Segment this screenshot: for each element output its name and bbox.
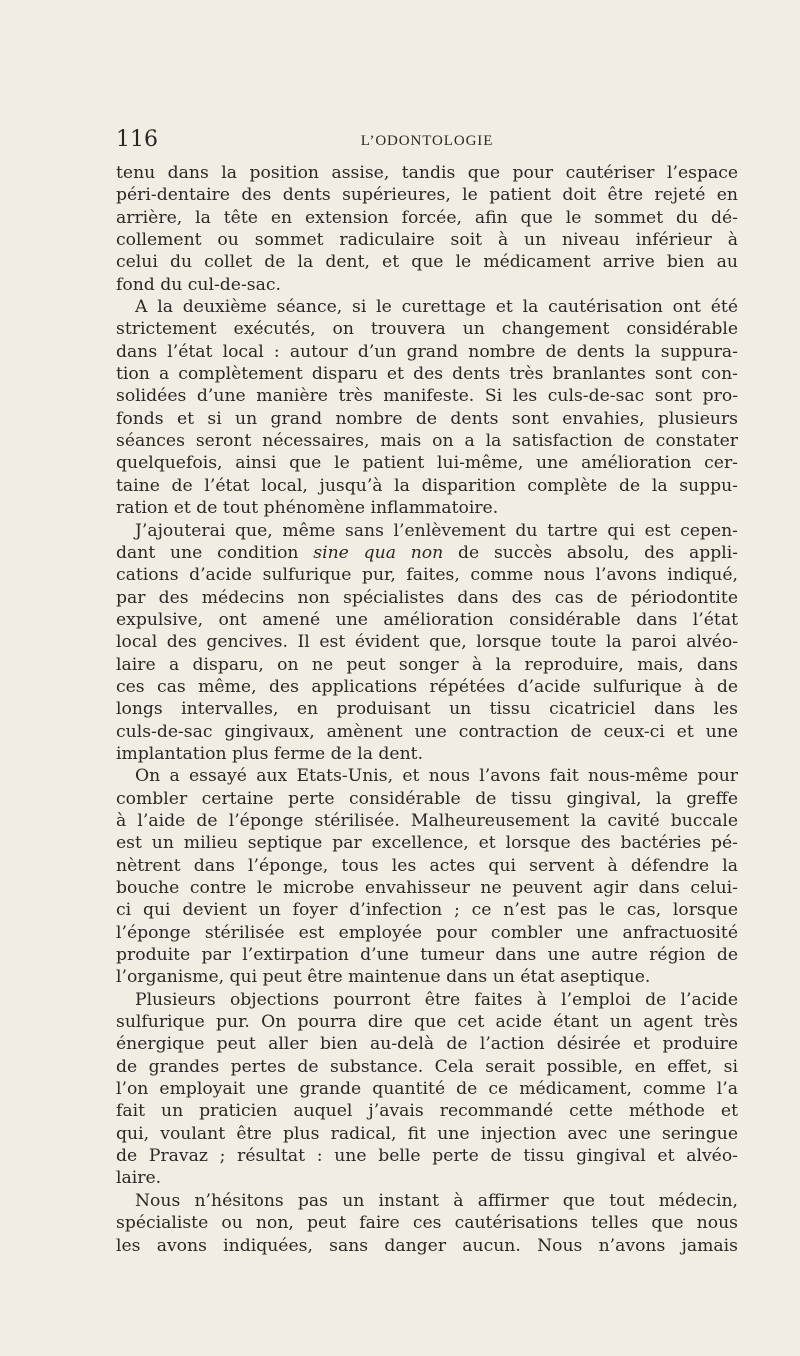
running-title: L’ODONTOLOGIE	[360, 133, 494, 149]
text-line	[116, 542, 738, 564]
text-line: l’organisme, qui peut être maintenue dans un état aseptique.	[116, 967, 651, 988]
text-line: celui du collet de la dent, et que le médicament arrive bien au	[116, 252, 738, 273]
text-line: Nous n’hésitons pas un instant à affirmer que tout médecin,	[135, 1190, 738, 1211]
text-line: culs-de-sac gingivaux, amènent une contraction de ceux-ci et une	[116, 721, 738, 742]
text-line: par des médecins non spécialistes dans des cas de périodontite	[116, 587, 738, 608]
text-line: bouche contre le microbe envahisseur ne peuvent agir dans celui-	[116, 878, 738, 898]
text-line: local des gencives. Il est évident que, lorsque toute la paroi alvéo-	[116, 632, 738, 653]
text-line: Plusieurs objections pourront être faites à l’emploi de l’acide	[135, 989, 738, 1010]
text-line: arrière, la tête en extension forcée, afin que le sommet du dé-	[116, 207, 738, 228]
text-line: laire a disparu, on ne peut songer à la reproduire, mais, dans	[116, 654, 738, 675]
text-line: énergique peut aller bien au-delà de l’action désirée et produire	[116, 1034, 738, 1055]
text-line: est un milieu septique par excellence, et lorsque des bactéries pé-	[116, 833, 738, 854]
text-line: solidées d’une manière très manifeste. Si les culs-de-sac sont pro-	[116, 386, 738, 407]
text-line: qui, voulant être plus radical, fit une injection avec une seringue	[116, 1123, 738, 1144]
text-line: sulfurique pur. On pourra dire que cet acide étant un agent très	[116, 1012, 738, 1033]
text-line: A la deuxième séance, si le curettage et la cautérisation ont été	[135, 297, 738, 318]
text-segment: dant une condition	[116, 542, 314, 563]
text-line: strictement exécutés, on trouvera un changement considérable	[116, 319, 738, 340]
text-line: ration et de tout phénomène inflammatoire.	[116, 498, 499, 519]
italic-phrase: sine qua non	[313, 542, 444, 563]
text-line: combler certaine perte considérable de tissu gingival, la greffe	[116, 788, 738, 809]
text-line: ci qui devient un foyer d’infection ; ce n’est pas le cas, lorsque	[116, 900, 738, 921]
text-line: péri-dentaire des dents supérieures, le patient doit être rejeté en	[116, 185, 738, 206]
text-line: de grandes pertes de substance. Cela serait possible, en effet, si	[116, 1056, 738, 1077]
text-line: fonds et si un grand nombre de dents sont envahies, plusieurs	[116, 408, 738, 429]
text-line: On a essayé aux Etats-Unis, et nous l’avons fait nous-même pour	[135, 766, 738, 787]
text-line: implantation plus ferme de la dent.	[116, 743, 424, 764]
text-line: cations d’acide sulfurique pur, faites, comme nous l’avons indiqué,	[116, 565, 738, 586]
page-header	[116, 128, 738, 152]
text-line: laire.	[116, 1168, 162, 1189]
text-line: les avons indiquées, sans danger aucun. Nous n’avons jamais	[116, 1235, 738, 1256]
text-line: dans l’état local : autour d’un grand nombre de dents la suppura-	[116, 341, 738, 362]
text-line: quelquefois, ainsi que le patient lui-même, une amélioration cer-	[116, 453, 738, 474]
text-line: J’ajouterai que, même sans l’enlèvement du tartre qui est cepen-	[135, 520, 738, 541]
text-line: de Pravaz ; résultat : une belle perte de tissu gingival et alvéo-	[116, 1146, 738, 1167]
text-line: spécialiste ou non, peut faire ces cautérisations telles que nous	[116, 1213, 738, 1234]
text-line: nètrent dans l’éponge, tous les actes qui servent à défendre la	[116, 855, 738, 876]
text-line: fait un praticien auquel j’avais recommandé cette méthode et	[116, 1101, 738, 1122]
text-line: séances seront nécessaires, mais on a la satisfaction de constater	[116, 431, 738, 452]
text-line: longs intervalles, en produisant un tissu cicatriciel dans les	[116, 699, 738, 720]
text-line: collement ou sommet radiculaire soit à un niveau inférieur à	[116, 230, 738, 251]
text-line: expulsive, ont amené une amélioration considérable dans l’état	[116, 609, 738, 630]
text-line: fond du cul-de-sac.	[116, 274, 281, 295]
text-line: l’éponge stérilisée est employée pour combler une anfractuosité	[116, 922, 738, 943]
text-line: l’on employait une grande quantité de ce médicament, comme l’a	[116, 1079, 738, 1100]
page-number: 116	[116, 127, 158, 152]
text-line: taine de l’état local, jusqu’à la disparition complète de la suppu-	[116, 475, 738, 496]
text-line: produite par l’extirpation d’une tumeur dans une autre région de	[116, 945, 738, 966]
text-line: ces cas même, des applications répétées d’acide sulfurique à de	[116, 676, 738, 697]
body-text	[116, 162, 738, 1257]
text-line: à l’aide de l’éponge stérilisée. Malheureusement la cavité buccale	[116, 810, 738, 831]
text-segment: de succès absolu, des appli-	[443, 542, 738, 563]
text-line: tenu dans la position assise, tandis que pour cautériser l’espace	[116, 163, 738, 183]
text-line: tion a complètement disparu et des dents très branlantes sont con-	[116, 364, 738, 385]
